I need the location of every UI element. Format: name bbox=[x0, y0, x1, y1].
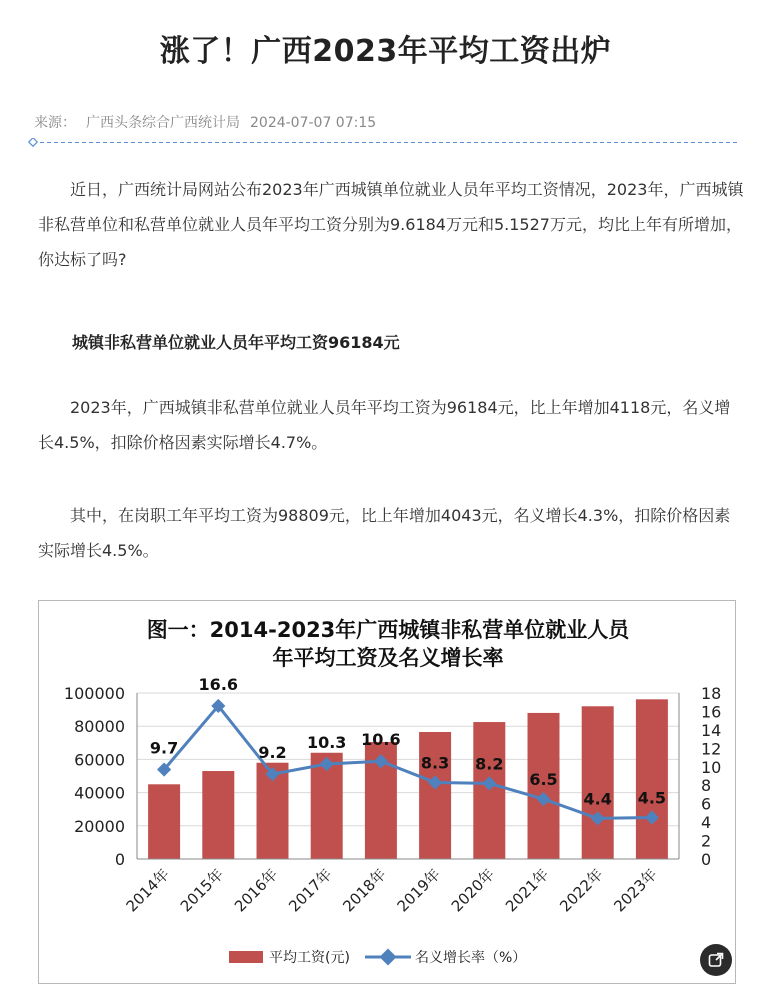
legend-bar-swatch bbox=[229, 951, 263, 963]
x-tick-label: 2023年 bbox=[610, 865, 661, 916]
paragraph-onpost-wage: 其中，在岗职工年平均工资为98809元，比上年增加4043元，名义增长4.3%，扣除价格因素实际增长4.5%。 bbox=[38, 506, 731, 560]
y-right-tick-label: 10 bbox=[701, 757, 722, 777]
article-title: 涨了！广西2023年平均工资出炉 bbox=[159, 34, 612, 69]
section-subheading: 城镇非私营单位就业人员年平均工资96184元 bbox=[72, 333, 400, 352]
line-data-label: 6.5 bbox=[529, 770, 558, 790]
y-left-tick-label: 0 bbox=[114, 850, 125, 869]
paragraph-average-wage: 2023年，广西城镇非私营单位就业人员年平均工资为96184元，比上年增加4118元，名义增长4.5%，扣除价格因素实际增长4.7%。 bbox=[38, 398, 731, 452]
paragraph-intro: 近日，广西统计局网站公布2023年广西城镇单位就业人员年平均工资情况，2023年，广西城镇非私营单位和私营单位就业人员年平均工资分别为9.6184万元和5.1527万元，均比上年有所增加，你达标了吗? bbox=[38, 180, 744, 269]
article-meta bbox=[34, 112, 386, 132]
y-right-tick-label: 6 bbox=[701, 794, 712, 814]
x-tick-label: 2016年 bbox=[230, 865, 282, 916]
chart-title-line1: 图一：2014-2023年广西城镇非私营单位就业人员 bbox=[146, 618, 630, 642]
line-data-label: 9.2 bbox=[258, 743, 287, 763]
line-data-label: 16.6 bbox=[198, 674, 239, 694]
bar-mark bbox=[148, 784, 180, 859]
line-data-label: 8.2 bbox=[475, 754, 504, 774]
divider-diamond-icon bbox=[29, 138, 37, 146]
y-left-tick-label: 100000 bbox=[63, 684, 125, 703]
x-tick-label: 2017年 bbox=[285, 865, 336, 916]
wage-chart bbox=[38, 600, 736, 984]
y-right-tick-label: 14 bbox=[701, 720, 722, 740]
x-tick-label: 2015年 bbox=[176, 865, 228, 916]
legend-bar-label: 平均工资(元) bbox=[269, 950, 350, 966]
x-tick-label: 2018年 bbox=[339, 865, 390, 916]
line-data-label: 8.3 bbox=[420, 753, 450, 773]
share-edit-icon bbox=[707, 951, 725, 969]
series-line bbox=[164, 706, 652, 819]
bar-mark bbox=[202, 771, 234, 859]
y-left-tick-label: 20000 bbox=[74, 816, 125, 836]
bar-mark bbox=[636, 699, 668, 859]
line-data-label: 10.6 bbox=[361, 730, 401, 750]
y-right-tick-label: 4 bbox=[701, 813, 712, 833]
y-right-tick-label: 12 bbox=[701, 739, 722, 759]
y-right-tick-label: 8 bbox=[701, 776, 712, 796]
line-data-label: 10.3 bbox=[306, 733, 347, 753]
line-data-label: 4.5 bbox=[637, 788, 667, 808]
chart-title-line2: 年平均工资及名义增长率 bbox=[272, 646, 504, 670]
line-data-label: 9.7 bbox=[149, 738, 179, 758]
source-label: 来源： bbox=[34, 115, 76, 131]
bar-mark bbox=[582, 706, 614, 859]
meta-divider bbox=[28, 138, 740, 148]
y-right-tick-label: 18 bbox=[701, 684, 722, 703]
legend-line-label: 名义增长率（%） bbox=[415, 950, 527, 966]
y-right-tick-label: 2 bbox=[701, 831, 712, 851]
x-tick-label: 2019年 bbox=[393, 865, 444, 916]
x-tick-label: 2021年 bbox=[501, 865, 553, 916]
x-tick-label: 2022年 bbox=[556, 865, 607, 916]
y-left-tick-label: 40000 bbox=[74, 783, 125, 803]
chart-legend bbox=[229, 949, 526, 966]
bar-mark bbox=[473, 722, 505, 859]
chart-canvas bbox=[39, 601, 737, 985]
x-tick-label: 2020年 bbox=[447, 865, 499, 916]
y-right-tick-label: 16 bbox=[701, 702, 722, 722]
publish-datetime: 2024-07-07 07:15 bbox=[250, 115, 377, 131]
legend-line-marker bbox=[380, 949, 397, 966]
x-tick-label: 2014年 bbox=[122, 865, 173, 916]
share-button[interactable] bbox=[700, 944, 732, 976]
y-right-tick-label: 0 bbox=[701, 850, 712, 869]
source-name: 广西头条综合广西统计局 bbox=[86, 115, 240, 131]
y-left-tick-label: 80000 bbox=[74, 717, 125, 737]
bar-mark bbox=[419, 732, 451, 859]
y-left-tick-label: 60000 bbox=[74, 750, 125, 770]
line-data-label: 4.4 bbox=[583, 789, 612, 809]
